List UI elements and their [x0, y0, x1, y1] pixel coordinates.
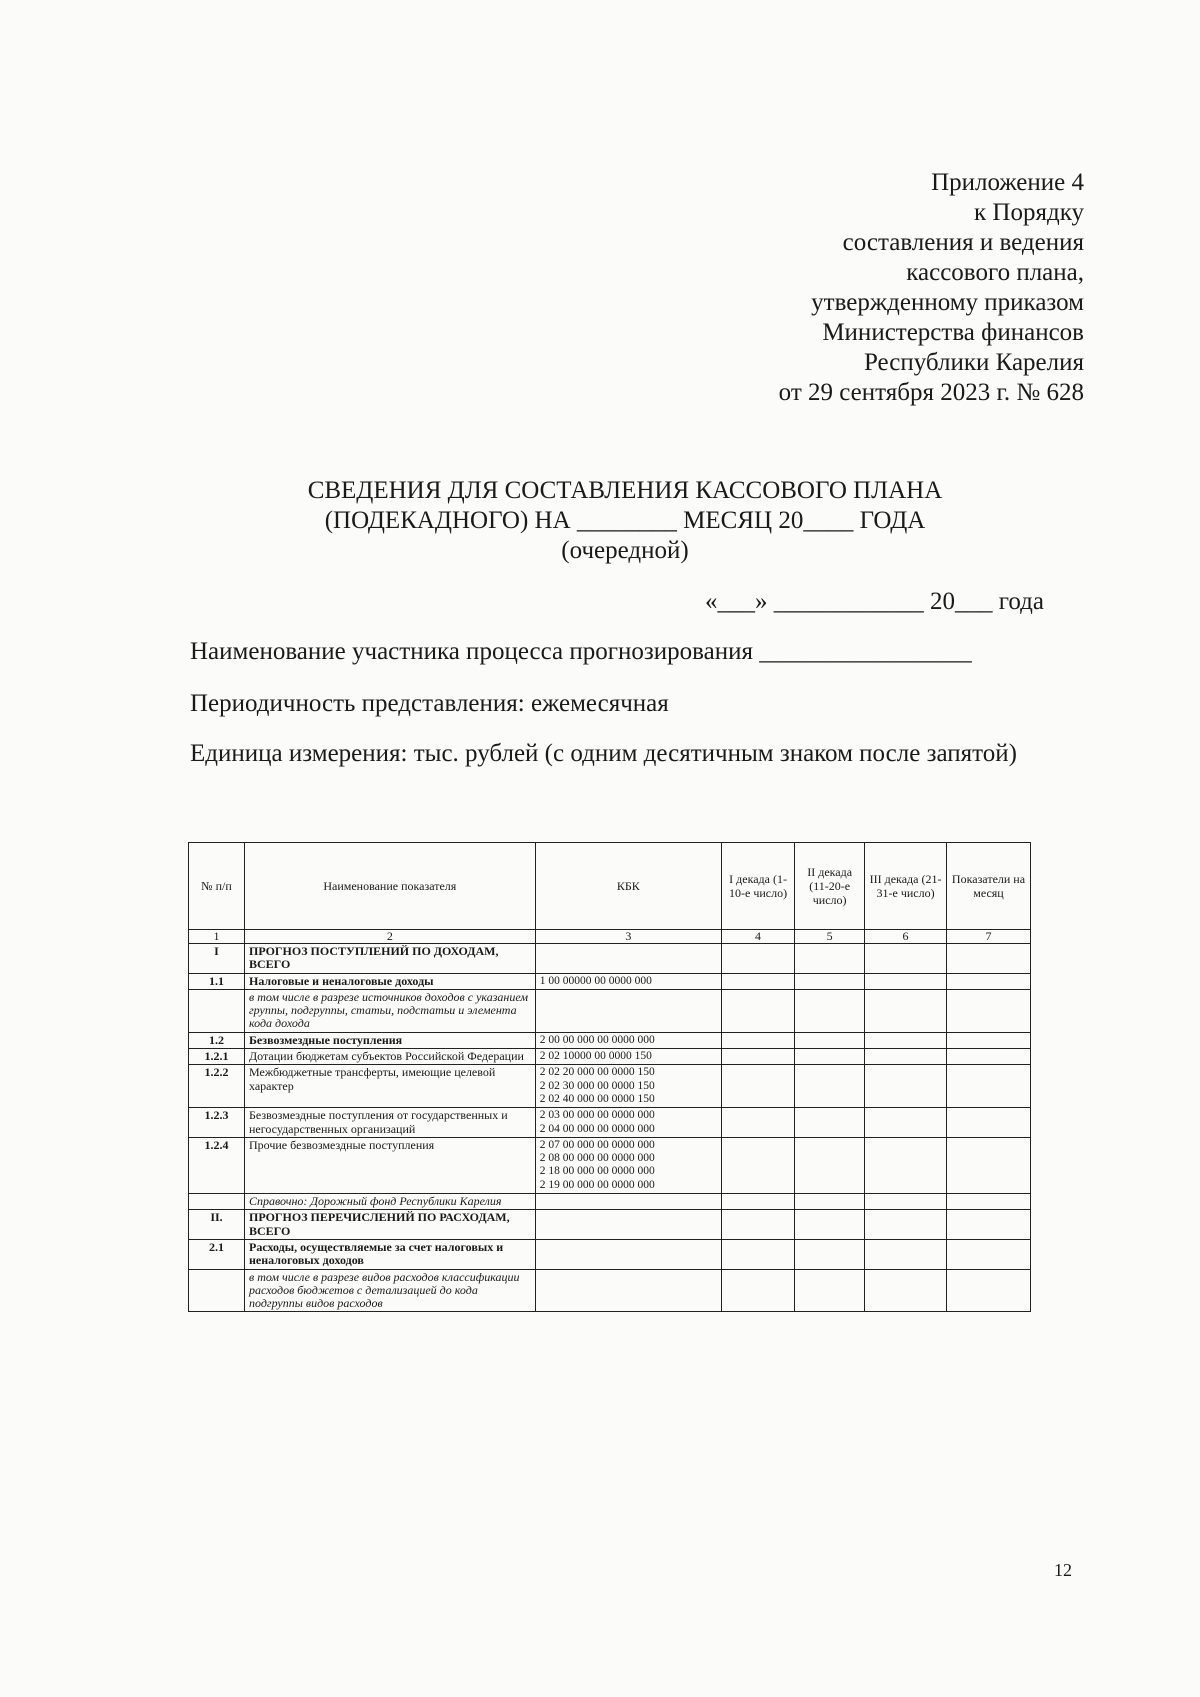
row-number — [189, 1269, 245, 1312]
value-cell — [946, 1108, 1030, 1138]
value-cell — [946, 1210, 1030, 1240]
periodicity-field: Периодичность представления: ежемесячная — [190, 690, 669, 717]
table-row — [189, 1137, 1031, 1193]
appendix-line: от 29 сентября 2023 г. № 628 — [778, 379, 1084, 406]
kbk-cell — [535, 1239, 721, 1269]
column-number: 6 — [865, 930, 947, 944]
column-header: № п/п — [189, 843, 245, 930]
row-number: II. — [189, 1210, 245, 1240]
kbk-code: 2 04 00 000 00 0000 000 — [539, 1122, 655, 1135]
value-cell — [721, 1210, 794, 1240]
value-cell — [946, 1137, 1030, 1193]
table-body — [189, 944, 1031, 1312]
value-cell — [865, 944, 947, 974]
title-line-2: (ПОДЕКАДНОГО) НА ________ МЕСЯЦ 20____ ГОДА — [324, 507, 926, 534]
kbk-code: 2 02 30 000 00 0000 150 — [539, 1079, 655, 1092]
kbk-cell — [535, 1194, 721, 1210]
appendix-line: Приложение 4 — [931, 169, 1084, 196]
indicator-name: в том числе в разрезе источников доходов с указанием группы, подгруппы, статьи, подстатьи и элемента кода дохода — [244, 989, 535, 1032]
value-cell — [795, 944, 865, 974]
value-cell — [946, 973, 1030, 989]
value-cell — [865, 1137, 947, 1193]
table-row — [189, 1049, 1031, 1065]
kbk-code: 2 08 00 000 00 0000 000 — [539, 1152, 655, 1165]
table-row — [189, 1194, 1031, 1210]
column-header: II декада (11-20-е число) — [795, 843, 865, 930]
value-cell — [865, 1108, 947, 1138]
column-number: 2 — [244, 930, 535, 944]
value-cell — [795, 973, 865, 989]
kbk-cell — [535, 944, 721, 974]
column-header: КБК — [535, 843, 721, 930]
column-number: 1 — [189, 930, 245, 944]
row-number: 1.2.1 — [189, 1049, 245, 1065]
unit-field: Единица измерения: тыс. рублей (с одним десятичным знаком после запятой) — [190, 740, 1017, 767]
indicator-name: Безвозмездные поступления от государственных и негосударственных организаций — [244, 1108, 535, 1138]
table-row — [189, 1065, 1031, 1108]
row-number — [189, 989, 245, 1032]
appendix-line: кассового плана, — [906, 259, 1084, 286]
value-cell — [946, 944, 1030, 974]
kbk-code: 2 00 00 000 00 0000 000 — [539, 1033, 655, 1046]
appendix-block — [779, 168, 1084, 408]
appendix-line: утвержденному приказом — [811, 289, 1084, 316]
value-cell — [795, 1065, 865, 1108]
value-cell — [795, 1049, 865, 1065]
value-cell — [946, 1194, 1030, 1210]
header-row — [189, 843, 1031, 930]
participant-field: Наименование участника процесса прогнозирования _________________ — [190, 638, 972, 665]
table-row — [189, 1032, 1031, 1048]
row-number: 2.1 — [189, 1239, 245, 1269]
value-cell — [946, 1065, 1030, 1108]
value-cell — [865, 1269, 947, 1312]
value-cell — [795, 1239, 865, 1269]
column-number: 5 — [795, 930, 865, 944]
value-cell — [721, 1137, 794, 1193]
indicator-name: Прочие безвозмездные поступления — [244, 1137, 535, 1193]
title-line-3: (очередной) — [561, 537, 689, 564]
appendix-line: Министерства финансов — [822, 319, 1084, 346]
kbk-code: 2 02 10000 00 0000 150 — [539, 1050, 652, 1063]
value-cell — [721, 1269, 794, 1312]
value-cell — [946, 1269, 1030, 1312]
value-cell — [865, 1194, 947, 1210]
table-row — [189, 1239, 1031, 1269]
value-cell — [865, 1065, 947, 1108]
value-cell — [721, 989, 794, 1032]
title-line-1: СВЕДЕНИЯ ДЛЯ СОСТАВЛЕНИЯ КАССОВОГО ПЛАНА — [307, 477, 943, 504]
row-number: 1.2.3 — [189, 1108, 245, 1138]
kbk-cell — [535, 1269, 721, 1312]
indicator-name: ПРОГНОЗ ПЕРЕЧИСЛЕНИЙ ПО РАСХОДАМ, ВСЕГО — [244, 1210, 535, 1240]
column-number-row — [189, 930, 1031, 944]
indicator-name: Расходы, осуществляемые за счет налоговых и неналоговых доходов — [244, 1239, 535, 1269]
column-header: Показатели на месяц — [946, 843, 1030, 930]
appendix-line: к Порядку — [974, 199, 1084, 226]
value-cell — [795, 1032, 865, 1048]
value-cell — [865, 989, 947, 1032]
appendix-line: составления и ведения — [842, 229, 1084, 256]
indicator-name: Справочно: Дорожный фонд Республики Карелия — [244, 1194, 535, 1210]
value-cell — [795, 1194, 865, 1210]
indicator-name: Межбюджетные трансферты, имеющие целевой характер — [244, 1065, 535, 1108]
kbk-cell — [535, 1210, 721, 1240]
indicator-name: Налоговые и неналоговые доходы — [244, 973, 535, 989]
row-number — [189, 1194, 245, 1210]
value-cell — [721, 1049, 794, 1065]
value-cell — [721, 1239, 794, 1269]
date-line: «___» ____________ 20___ года — [705, 588, 1044, 615]
table-row — [189, 944, 1031, 974]
kbk-cell — [535, 1032, 721, 1048]
value-cell — [795, 989, 865, 1032]
table-row — [189, 1210, 1031, 1240]
column-header: I декада (1-10-е число) — [721, 843, 794, 930]
appendix-line: Республики Карелия — [863, 349, 1084, 376]
kbk-code: 2 18 00 000 00 0000 000 — [539, 1165, 655, 1178]
kbk-code: 2 02 40 000 00 0000 150 — [539, 1092, 655, 1105]
column-header: III декада (21-31-е число) — [865, 843, 947, 930]
row-number: 1.2.4 — [189, 1137, 245, 1193]
value-cell — [946, 1032, 1030, 1048]
value-cell — [721, 1032, 794, 1048]
kbk-code: 2 02 20 000 00 0000 150 — [539, 1066, 655, 1079]
value-cell — [795, 1269, 865, 1312]
column-number: 3 — [535, 930, 721, 944]
value-cell — [795, 1210, 865, 1240]
indicator-name: в том числе в разрезе видов расходов классификации расходов бюджетов с детализацией до кода подгруппы видов расходов — [244, 1269, 535, 1312]
table-row — [189, 1108, 1031, 1138]
value-cell — [795, 1137, 865, 1193]
value-cell — [721, 1194, 794, 1210]
column-number: 4 — [721, 930, 794, 944]
row-number: 1.1 — [189, 973, 245, 989]
value-cell — [865, 1049, 947, 1065]
value-cell — [865, 1032, 947, 1048]
value-cell — [721, 1065, 794, 1108]
kbk-cell — [535, 1049, 721, 1065]
value-cell — [946, 1049, 1030, 1065]
kbk-code: 2 07 00 000 00 0000 000 — [539, 1138, 655, 1151]
page-number: 12 — [1054, 1560, 1072, 1580]
kbk-cell — [535, 1065, 721, 1108]
kbk-cell — [535, 989, 721, 1032]
table-row — [189, 989, 1031, 1032]
value-cell — [721, 973, 794, 989]
kbk-cell — [535, 973, 721, 989]
table-row — [189, 973, 1031, 989]
value-cell — [946, 989, 1030, 1032]
row-number: 1.2 — [189, 1032, 245, 1048]
value-cell — [946, 1239, 1030, 1269]
indicator-name: Безвозмездные поступления — [244, 1032, 535, 1048]
kbk-cell — [535, 1137, 721, 1193]
kbk-code: 2 19 00 000 00 0000 000 — [539, 1178, 655, 1191]
value-cell — [721, 1108, 794, 1138]
document-title — [190, 476, 1060, 566]
indicator-name: Дотации бюджетам субъектов Российской Федерации — [244, 1049, 535, 1065]
row-number: I — [189, 944, 245, 974]
value-cell — [865, 1210, 947, 1240]
value-cell — [721, 944, 794, 974]
row-number: 1.2.2 — [189, 1065, 245, 1108]
indicator-name: ПРОГНОЗ ПОСТУПЛЕНИЙ ПО ДОХОДАМ, ВСЕГО — [244, 944, 535, 974]
value-cell — [795, 1108, 865, 1138]
kbk-cell — [535, 1108, 721, 1138]
cash-plan-table — [188, 842, 1031, 1312]
column-header: Наименование показателя — [244, 843, 535, 930]
kbk-code: 2 03 00 000 00 0000 000 — [539, 1109, 655, 1122]
column-number: 7 — [946, 930, 1030, 944]
kbk-code: 1 00 00000 00 0000 000 — [539, 974, 652, 987]
value-cell — [865, 1239, 947, 1269]
table-row — [189, 1269, 1031, 1312]
value-cell — [865, 973, 947, 989]
